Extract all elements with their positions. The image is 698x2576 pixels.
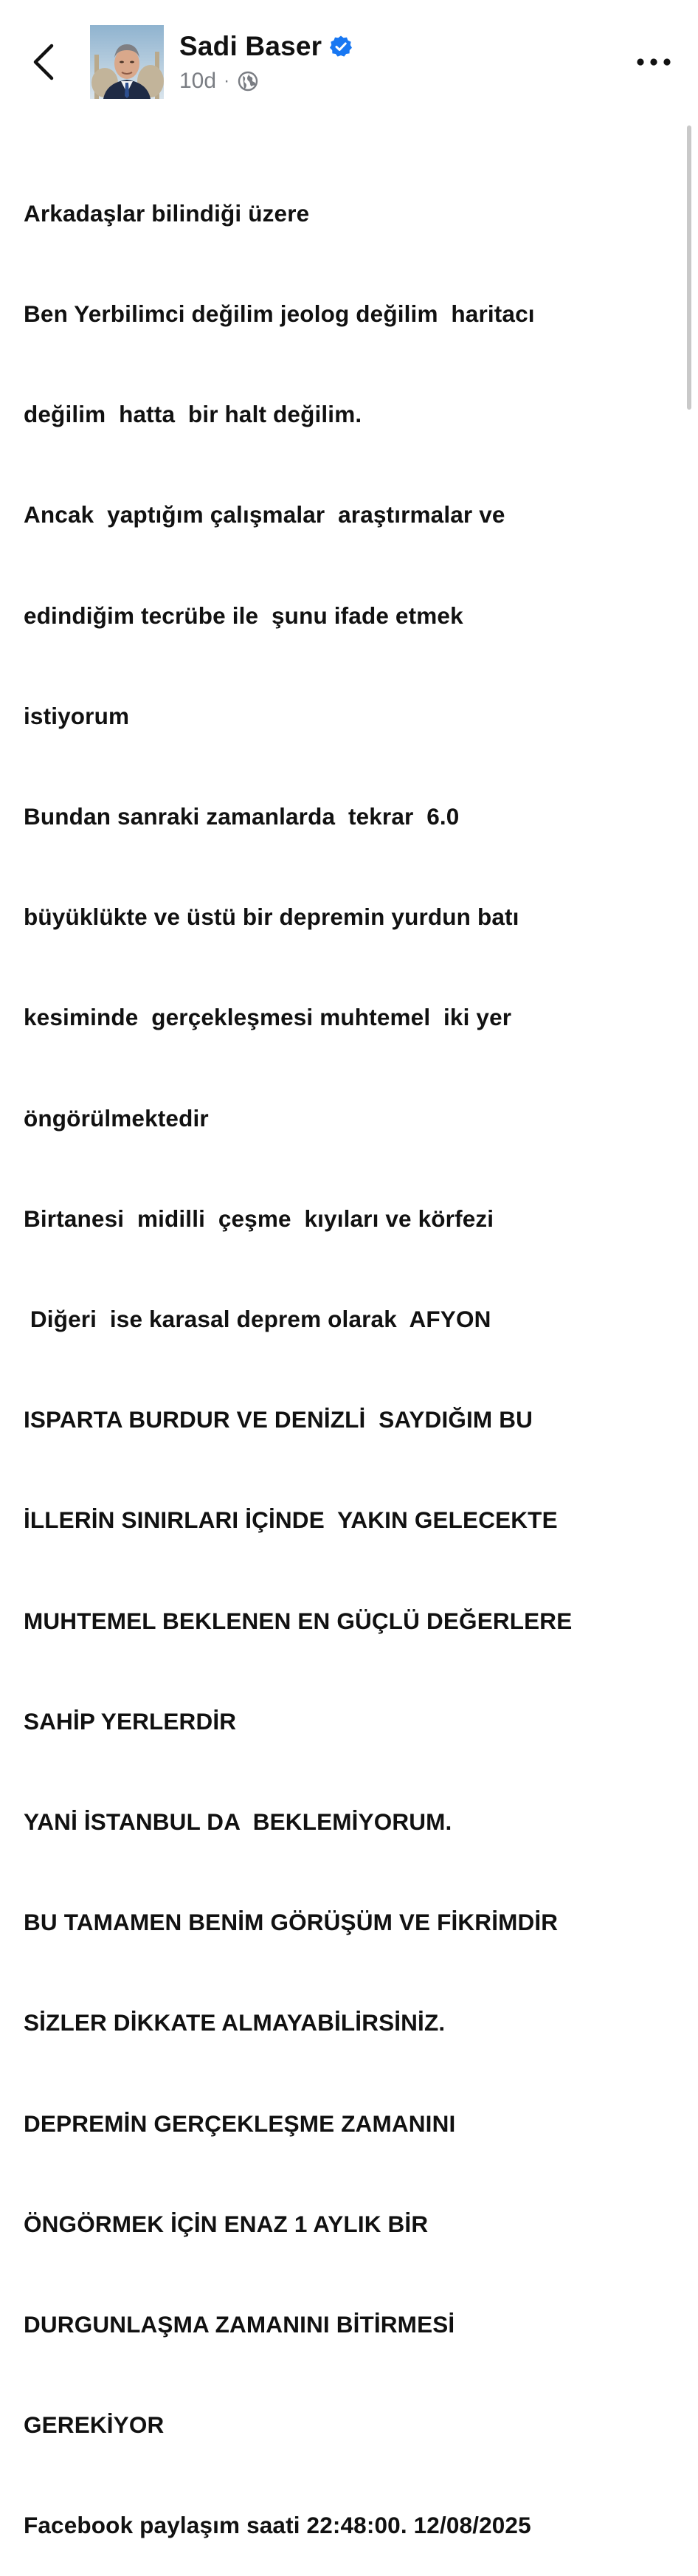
post-text-line: ISPARTA BURDUR VE DENİZLİ SAYDIĞIM BU <box>24 1406 533 1433</box>
post-text-line: GEREKİYOR <box>24 2411 165 2439</box>
post-text-line: SİZLER DİKKATE ALMAYABİLİRSİNİZ. <box>24 2009 446 2036</box>
more-horizontal-icon <box>633 47 674 77</box>
chevron-left-icon <box>22 38 63 86</box>
author-name[interactable]: Sadi Baser <box>179 31 322 61</box>
globe-icon[interactable] <box>237 70 259 92</box>
post-text-line: değilim hatta bir halt değilim. <box>24 401 362 428</box>
post-text-line: Ancak yaptığım çalışmalar araştırmalar ve <box>24 501 505 528</box>
post-text-line: istiyorum <box>24 702 130 729</box>
post-text-line: öngörülmektedir <box>24 1104 209 1132</box>
post-text-line: edindiğim tecrübe ile şunu ifade etmek <box>24 602 463 629</box>
post-text-line: Arkadaşlar bilindiği üzere <box>24 199 310 227</box>
post-text-line: BU TAMAMEN BENİM GÖRÜŞÜM VE FİKRİMDİR <box>24 1909 559 1936</box>
author-row <box>179 30 353 63</box>
post-text-line: Facebook paylaşım saati 22:48:00. 12/08/2025 <box>24 2512 531 2539</box>
post-header <box>0 0 698 118</box>
post-meta <box>179 66 259 96</box>
post-text-line: kesiminde gerçekleşmesi muhtemel iki yer <box>24 1004 512 1031</box>
meta-separator: · <box>224 71 230 91</box>
verified-badge-icon <box>329 35 353 58</box>
post-text-line: YANİ İSTANBUL DA BEKLEMİYORUM. <box>24 1808 452 1836</box>
post-text-line: Diğeri ise karasal deprem olarak AFYON <box>24 1306 491 1333</box>
post-text-line: MUHTEMEL BEKLENEN EN GÜÇLÜ DEĞERLERE <box>24 1607 573 1634</box>
post-time[interactable]: 10d <box>179 69 217 93</box>
post-text-line: İLLERİN SINIRLARI İÇİNDE YAKIN GELECEKTE <box>24 1506 558 1534</box>
scrollbar[interactable] <box>687 125 691 410</box>
post-text-line: Birtanesi midilli çeşme kıyıları ve körfezi <box>24 1205 494 1232</box>
post-text-line: DURGUNLAŞMA ZAMANINI BİTİRMESİ <box>24 2311 455 2338</box>
profile-photo <box>90 25 164 99</box>
back-button[interactable] <box>22 38 63 86</box>
avatar[interactable] <box>90 25 164 99</box>
post-text-line: DEPREMİN GERÇEKLEŞME ZAMANINI <box>24 2110 456 2137</box>
more-options-button[interactable] <box>633 47 674 77</box>
post-text-line: büyüklükte ve üstü bir depremin yurdun batı <box>24 903 519 931</box>
post-text-line: Bundan sanraki zamanlarda tekrar 6.0 <box>24 803 460 830</box>
post-text <box>24 130 673 2576</box>
post-text-line: Ben Yerbilimci değilim jeolog değilim haritacı <box>24 300 535 328</box>
post-text-line: ÖNGÖRMEK İÇİN ENAZ 1 AYLIK BİR <box>24 2210 429 2237</box>
post-text-line: SAHİP YERLERDİR <box>24 1707 237 1735</box>
